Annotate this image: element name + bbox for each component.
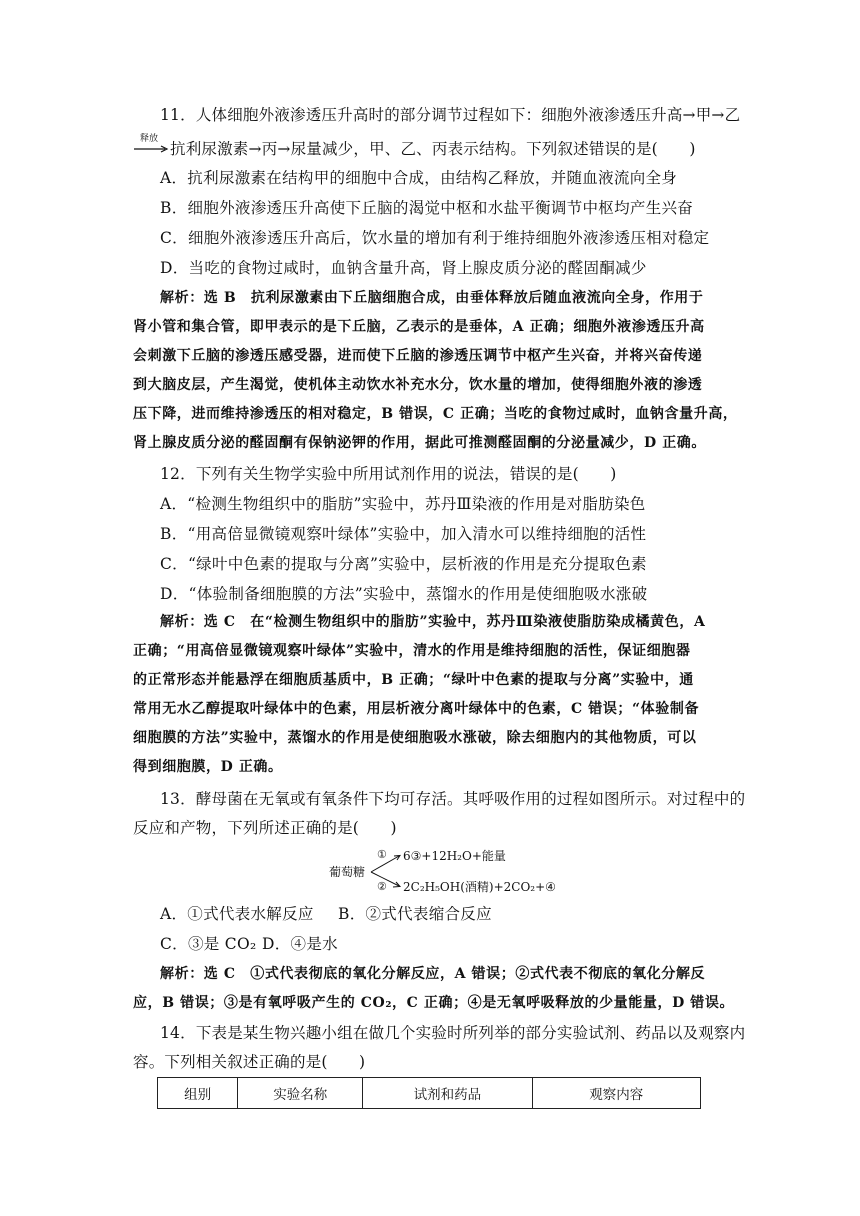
q12-analysis-line: 得到细胞膜，D 正确。 (133, 759, 283, 775)
q13-option-b: B．②式代表缩合反应 (338, 905, 492, 923)
pathway-label-1: ① (377, 848, 387, 861)
q11-stem-line2: 抗利尿激素→丙→尿量减少，甲、乙、丙表示结构。下列叙述错误的是( ) (170, 140, 696, 158)
q12-analysis-line: 解析：选 C 在“检测生物组织中的脂肪”实验中，苏丹Ⅲ染液使脂肪染成橘黄色，A (160, 614, 706, 630)
q11-analysis-line: 压下降，进而维持渗透压的相对稳定，B 错误，C 正确；当吃的食物过咸时，血钠含量升高， (133, 406, 738, 422)
q11-option-a: A．抗利尿激素在结构甲的细胞中合成，由结构乙释放，并随血液流向全身 (160, 169, 678, 187)
q11-analysis-line: 会刺激下丘脑的渗透压感受器，进而使下丘脑的渗透压调节中枢产生兴奋，并将兴奋传递 (133, 348, 703, 364)
q13-option-a: A．①式代表水解反应 (160, 905, 314, 923)
q12-option-c: C．“绿叶中色素的提取与分离”实验中，层析液的作用是充分提取色素 (160, 555, 647, 573)
q14-stem-line2: 容。下列相关叙述正确的是( ) (133, 1053, 366, 1071)
table-header-cell: 实验名称 (238, 1078, 363, 1109)
q12-analysis-line: 的正常形态并能悬浮在细胞质基质中，B 正确；“绿叶中色素的提取与分离”实验中，通 (133, 672, 694, 688)
reactant-glucose: 葡萄糖 (329, 865, 366, 879)
anaerobic-products: 2C₂H₅OH(酒精)+2CO₂+④ (403, 880, 556, 894)
q12-analysis-line: 细胞膜的方法”实验中，蒸馏水的作用是使细胞吸水涨破，除去细胞内的其他物质，可以 (133, 730, 697, 746)
table-header-cell: 观察内容 (532, 1078, 700, 1109)
pathway-label-2: ② (377, 880, 387, 893)
q11-option-d: D．当吃的食物过咸时，血钠含量升高，肾上腺皮质分泌的醛固酮减少 (160, 259, 647, 277)
q11-analysis-line: 到大脑皮层，产生渴觉，使机体主动饮水补充水分，饮水量的增加，使得细胞外液的渗透 (133, 377, 703, 393)
respiration-diagram (327, 846, 567, 896)
q12-analysis-line: 常用无水乙醇提取叶绿体中的色素，用层析液分离叶绿体中的色素，C 错误；“体验制备 (133, 701, 700, 717)
experiment-table (157, 1077, 701, 1109)
q11-analysis-line: 解析：选 B 抗利尿激素由下丘脑细胞合成，由垂体释放后随血液流向全身，作用于 (160, 290, 704, 306)
q12-option-a: A．“检测生物组织中的脂肪”实验中，苏丹Ⅲ染液的作用是对脂肪染色 (160, 495, 646, 513)
q11-option-c: C．细胞外液渗透压升高后，饮水量的增加有利于维持细胞外液渗透压相对稳定 (160, 229, 710, 247)
q11-option-b: B．细胞外液渗透压升高使下丘脑的渴觉中枢和水盐平衡调节中枢均产生兴奋 (160, 199, 694, 217)
release-arrow-label: 释放 (140, 134, 159, 144)
q12-option-d: D．“体验制备细胞膜的方法”实验中，蒸馏水的作用是使细胞吸水涨破 (160, 585, 648, 603)
q11-stem-line1: 11．人体细胞外液渗透压升高时的部分调节过程如下：细胞外液渗透压升高→甲→乙 (160, 106, 741, 124)
q12-stem: 12．下列有关生物学实验中所用试剂作用的说法，错误的是( ) (160, 465, 617, 483)
q13-stem-line2: 反应和产物，下列所述正确的是( ) (133, 819, 397, 837)
q13-analysis-line: 解析：选 C ①式代表彻底的氧化分解反应，A 错误；②式代表不彻底的氧化分解反 (160, 966, 706, 982)
q11-analysis-line: 肾小管和集合管，即甲表示的是下丘脑，乙表示的是垂体，A 正确；细胞外液渗透压升高 (133, 319, 705, 335)
q12-option-b: B．“用高倍显微镜观察叶绿体”实验中，加入清水可以维持细胞的活性 (160, 525, 647, 543)
aerobic-products: 6③+12H₂O+能量 (403, 849, 506, 863)
q14-stem-line1: 14．下表是某生物兴趣小组在做几个实验时所列举的部分实验试剂、药品以及观察内 (160, 1024, 746, 1042)
table-header-cell: 试剂和药品 (363, 1078, 532, 1109)
q13-option-d: D．④是水 (262, 935, 338, 953)
q13-stem-line1: 13．酵母菌在无氧或有氧条件下均可存活。其呼吸作用的过程如图所示。对过程中的 (160, 790, 746, 808)
q13-option-c: C．③是 CO₂ (160, 935, 257, 953)
q12-analysis-line: 正确；“用高倍显微镜观察叶绿体”实验中，清水的作用是维持细胞的活性，保证细胞器 (133, 643, 691, 659)
q11-analysis-line: 肾上腺皮质分泌的醛固酮有保钠泌钾的作用，据此可推测醛固酮的分泌量减少，D 正确。 (133, 435, 707, 451)
table-header-row (158, 1078, 701, 1109)
q13-analysis-line: 应，B 错误；③是有氧呼吸产生的 CO₂，C 正确；④是无氧呼吸释放的少量能量，D 错误。 (133, 995, 735, 1011)
table-header-cell: 组别 (158, 1078, 238, 1109)
